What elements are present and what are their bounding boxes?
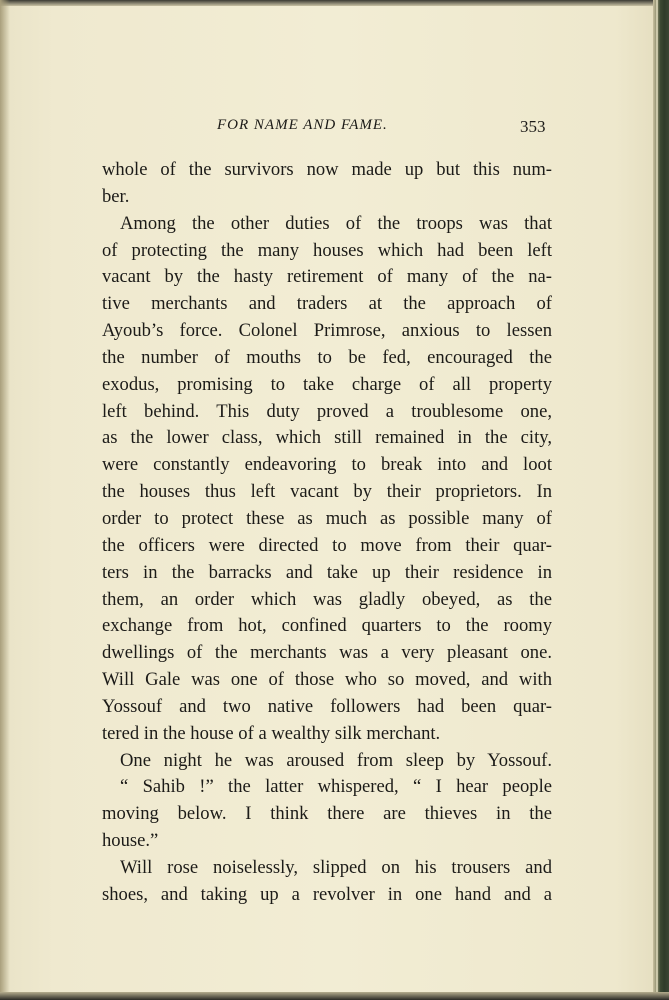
text-line: Will rose noiselessly, slipped on his trousers and: [120, 856, 552, 878]
text-line: exodus, promising to take charge of all property: [102, 373, 552, 395]
page-bottom-edge: [0, 992, 669, 1000]
text-line: Will Gale was one of those who so moved, and with: [102, 669, 552, 691]
text-line: tered in the house of a wealthy silk merchant.: [102, 722, 441, 744]
text-line: order to protect these as much as possible many of: [102, 507, 552, 529]
text-line: whole of the survivors now made up but this num-: [102, 159, 552, 180]
text-line: the officers were directed to move from their quar-: [102, 534, 552, 556]
text-line: exchange from hot, confined quarters to the roomy: [102, 615, 552, 637]
text-line: left behind. This duty proved a troublesome one,: [102, 400, 552, 422]
page-number: 353: [520, 117, 546, 136]
text-line: house.”: [102, 830, 159, 852]
text-line: tive merchants and traders at the approach of: [102, 293, 552, 315]
text-line: the number of mouths to be fed, encouraged the: [102, 346, 552, 368]
text-line: dwellings of the merchants was a very pleasant one.: [102, 642, 552, 664]
text-line: ters in the barracks and take up their residence in: [102, 561, 552, 583]
book-cover-edge: [653, 0, 669, 1000]
text-line: as the lower class, which still remained in the city,: [102, 427, 552, 449]
text-line: “ Sahib !” the latter whispered, “ I hear people: [120, 776, 552, 798]
text-line: Among the other duties of the troops was that: [120, 212, 552, 234]
running-head-title: FOR NAME AND FAME.: [217, 117, 388, 133]
text-line: shoes, and taking up a revolver in one hand and a: [102, 883, 552, 905]
text-line: vacant by the hasty retirement of many of the na-: [102, 266, 552, 288]
text-line: moving below. I think there are thieves in the: [102, 803, 552, 825]
text-line: ber.: [102, 185, 130, 207]
text-line: were constantly endeavoring to break into and loot: [102, 454, 552, 476]
spine-shadow: [0, 0, 10, 1000]
text-line: Ayoub’s force. Colonel Primrose, anxious to lessen: [102, 320, 552, 342]
text-line: of protecting the many houses which had been left: [102, 239, 552, 261]
text-line: the houses thus left vacant by their proprietors. In: [102, 481, 552, 503]
text-line: One night he was aroused from sleep by Yossouf.: [120, 749, 552, 771]
body-text: [102, 157, 552, 909]
text-line: Yossouf and two native followers had been quar-: [102, 695, 552, 717]
page-top-edge: [0, 0, 669, 6]
running-head: [0, 117, 669, 141]
text-line: them, an order which was gladly obeyed, as the: [102, 588, 552, 610]
